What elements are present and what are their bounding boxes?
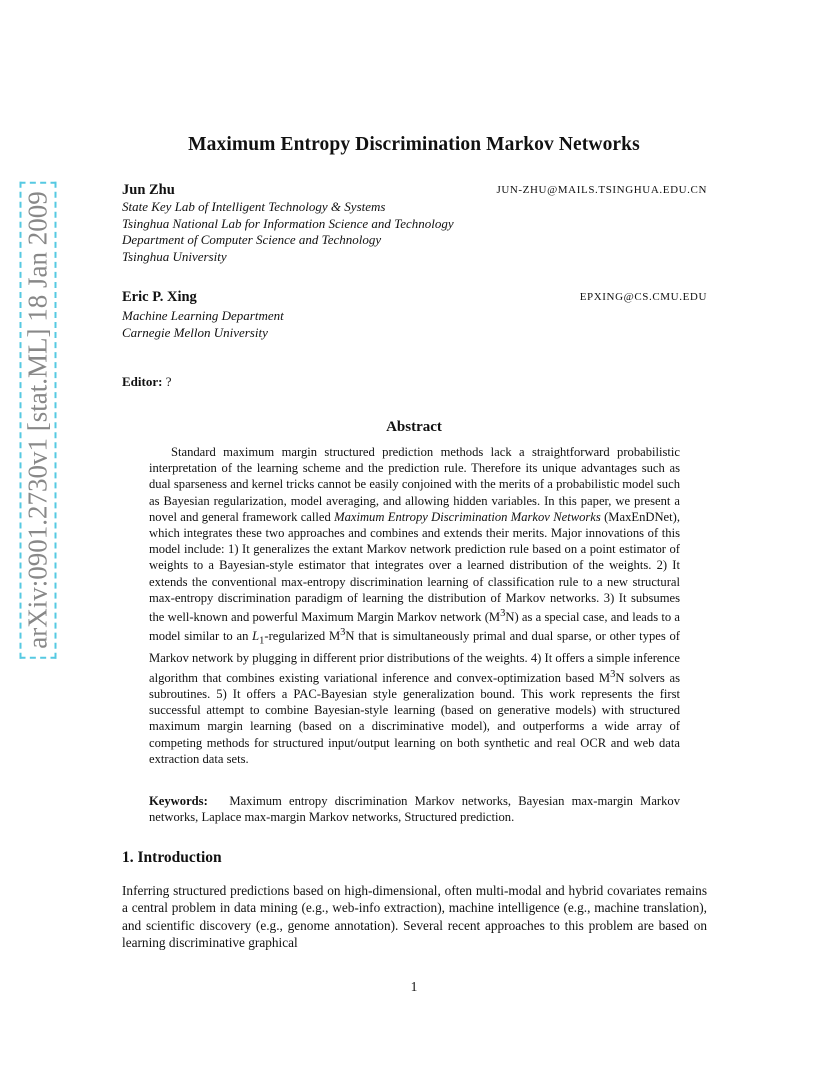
keywords-label: Keywords: [149,794,208,808]
author-name-1: Jun Zhu [122,182,175,198]
abstract-body [149,444,680,767]
abstract-text: (MaxEnDNet), which integrates these two approaches and combines and extends their merits. Major innovations of this model include: 1) It generalizes the extant Markov network prediction rule based on a point estimator of weights to a Bayesian-style estimator that integrates over a learned distribution of the weights. 2) It extends the conventional max-entropy discrimination learning of classification rule to a new structural max-entropy discrimination paradigm of learning the distribution of Markov networks. 3) It subsumes the well-known and powerful Maximum Margin Markov network (M [149,509,680,625]
abstract-text: N solvers as subroutines. 5) It offers a PAC-Bayesian style generalization bound. This work represents the first successful attempt to combine Bayesian-style learning (based on generative models) with structured maximum margin learning (based on a discriminative model), and outperforms a wide array of competing methods for structured input/output learning on both synthetic and real OCR and web data extraction data sets. [149,670,681,766]
keywords-text: Maximum entropy discrimination Markov networks, Bayesian max-margin Markov networks, Laplace max-margin Markov networks, Structured prediction. [149,794,681,825]
author-email-1: JUN-ZHU@MAILS.TSINGHUA.EDU.CN [496,184,707,196]
superscript: 3 [340,627,346,639]
author-email-2: EPXING@CS.CMU.EDU [579,291,707,303]
abstract-text: N) as a special case, and leads to a model similar to an [149,610,680,644]
subscript: 1 [259,636,265,648]
page-number: 1 [410,979,418,994]
author-name-2: Eric P. Xing [122,289,197,305]
editor-value: ? [165,374,172,389]
affiliation-line: Tsinghua National Lab for Information Science and Technology [122,215,454,231]
section-heading: 1. Introduction [122,849,222,866]
author-affiliation-2 [122,308,284,341]
abstract-heading: Abstract [386,419,442,435]
abstract-text: Standard maximum margin structured prediction methods lack a straightforward probabilistic interpretation of the learning scheme and the prediction rule. Therefore its unique advantages such as dual sparseness and kernel tricks cannot be easily conjoined with the merits of a probabilistic model such as Bayesian regularization, model averaging, and allowing hidden variables. In this paper, we present a novel and general framework called [149,445,680,524]
affiliation-line: Machine Learning Department [122,308,284,323]
keywords [149,793,680,825]
affiliation-line: Carnegie Mellon University [122,324,268,340]
arxiv-stamp: arXiv:0901.2730v1 [stat.ML] 18 Jan 2009 [20,181,57,658]
affiliation-line: Department of Computer Science and Technology [122,232,382,247]
superscript: 3 [610,668,616,680]
abstract-text: -regularized M [264,629,341,644]
affiliation-line: State Key Lab of Intelligent Technology & Systems [122,199,386,214]
abstract-italic-term: Maximum Entropy Discrimination Markov Networks [334,509,601,524]
editor-label: Editor: [122,374,163,389]
paper-title: Maximum Entropy Discrimination Markov Networks [188,134,640,155]
superscript: 3 [500,608,506,620]
affiliation-line: Tsinghua University [122,248,227,264]
math-L: L [252,629,260,644]
introduction-body: Inferring structured predictions based on high-dimensional, often multi-modal and hybrid covariates remains a central problem in data mining (e.g., web-info extraction), machine intelligence (e.g., machine translation), and scientific discovery (e.g., genome annotation). Several recent approaches to this problem are based on learning discriminative graphical [122,883,707,951]
abstract-text: N that is simultaneously primal and dual sparse, or other types of Markov network by plugging in different prior distributions of the weights. 4) It offers a simple inference algorithm that combines existing variational inference and convex-optimization based M [149,629,680,685]
editor-line [122,374,171,390]
author-affiliation-1 [122,199,454,265]
